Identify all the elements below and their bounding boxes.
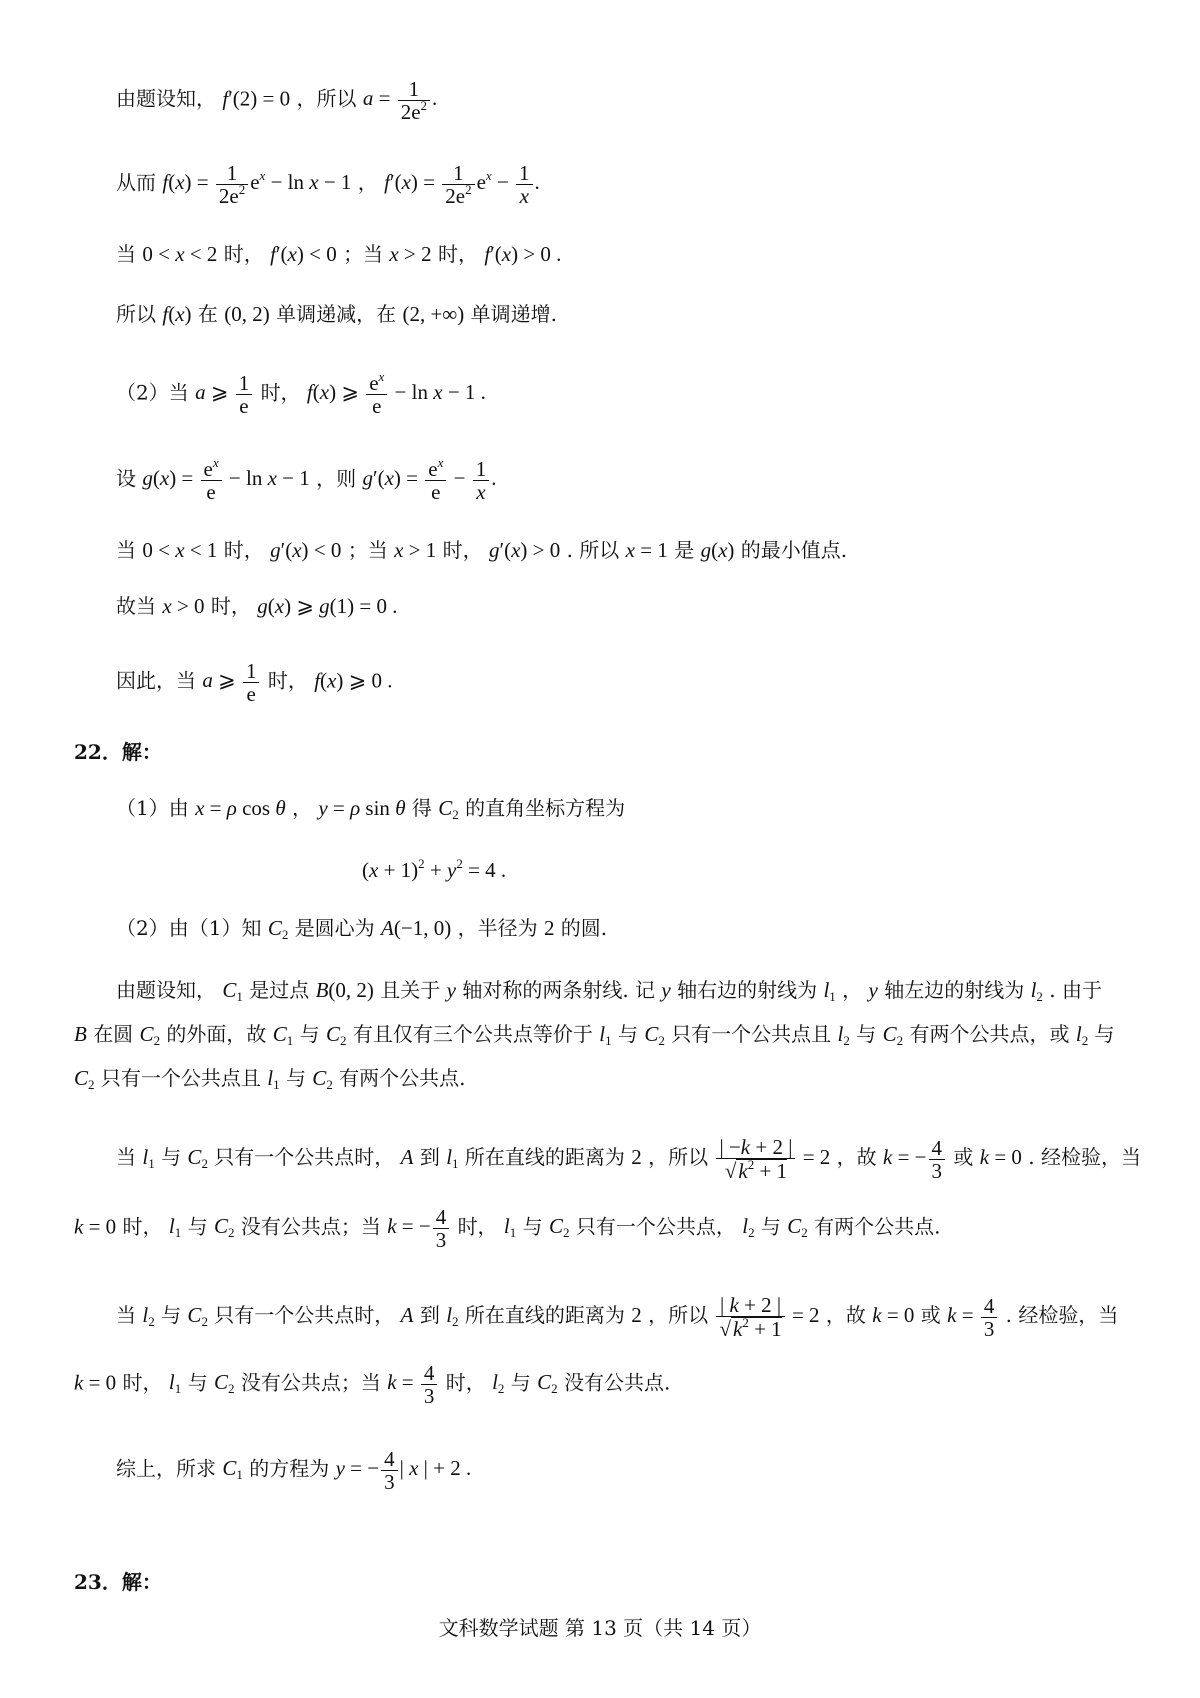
- line-p5: k = 0 时， $l_1$ 与 $C_2$ 没有公共点；当 k = − $\frac{4}{3}$ 时， $l_1$ 与 $C_2$ 只有一个公共点， $l_2$ 与 $C_2$ 有两个公共点.: [74, 1205, 941, 1252]
- line-1: 由题设知， f′(2) = 0 ，所以 a = $\frac{1}{2e^2}$ .: [116, 77, 438, 124]
- equation-circle: $(x + 1)^2 + y^2 = 4$ .: [362, 856, 507, 882]
- line-4: 所以 f(x) 在 (0, 2) 单调递减，在 (2, +∞) 单调递增.: [116, 302, 557, 326]
- line-9: 因此，当 a ⩾ $\frac{1}{e}$ 时， f(x) ⩾ 0 .: [116, 659, 393, 706]
- math: f(x) = $\frac{1}{2e^2}$ $e^x - \ln x - 1$: [162, 161, 352, 208]
- line-6: 设 g(x) = $\frac{e^x}{e}$ − ln x − 1 ，则 g′(x) = $\frac{e^x}{e}$ − $\frac{1}{x}$ .: [116, 455, 497, 504]
- math: f′(x) = $\frac{1}{2e^2}$ $e^x$ − $\frac{1}{x}$ .: [384, 161, 540, 208]
- line-p4: 当 $l_1$ 与 $C_2$ 只有一个公共点时， A 到 $l_1$ 所在直线的距离为 2 ，所以 $\frac{| -k + 2 |}{√k^2 + 1}$ = 2 ，故 k = − $\frac{4}{3}$ 或 k = 0 . 经检验，当: [116, 1135, 1141, 1183]
- question-23-heading: 23．解：: [74, 1570, 162, 1594]
- line-p3: $C_2$ 只有一个公共点且 $l_1$ 与 $C_2$ 有两个公共点.: [74, 1066, 466, 1092]
- line-7: 当 0 < x < 1 时， g′(x) < 0 ；当 x > 1 时， g′(x) > 0 . 所以 x = 1 是 g(x) 的最小值点.: [116, 538, 848, 562]
- line-10: （1）由 x = ρ cos θ ， y = ρ sin θ 得 $C_2$ 的直角坐标方程为: [116, 796, 626, 822]
- line-p2: B 在圆 $C_2$ 的外面，故 $C_1$ 与 $C_2$ 有且仅有三个公共点等价于 $l_1$ 与 $C_2$ 只有一个公共点且 $l_2$ 与 $C_2$ 有两个公共点，或 $l_2$ 与: [74, 1022, 1115, 1048]
- line-8: 故当 x > 0 时， g(x) ⩾ g(1) = 0 .: [116, 594, 398, 618]
- math: a = $\frac{1}{2e^2}$ .: [362, 77, 438, 124]
- line-p8: 综上，所求 $C_1$ 的方程为 y = − $\frac{4}{3}$ | x | + 2 .: [116, 1447, 472, 1494]
- line-p1: 由题设知， $C_1$ 是过点 B(0, 2) 且关于 y 轴对称的两条射线. 记 y 轴右边的射线为 $l_1$ ， y 轴左边的射线为 $l_2$ . 由于: [116, 978, 1102, 1004]
- line-2: 从而 f(x) = $\frac{1}{2e^2}$ $e^x - \ln x - 1$ ， f′(x) = $\frac{1}{2e^2}$ $e^x$ − $\frac{1}{x}$ .: [116, 161, 540, 208]
- math: f′(2) = 0: [222, 86, 291, 111]
- line-p6: 当 $l_2$ 与 $C_2$ 只有一个公共点时， A 到 $l_2$ 所在直线的距离为 2 ，所以 $\frac{| k + 2 |}{√k^2 + 1}$ = 2 ，故 k = 0 或 k = $\frac{4}{3}$ . 经检验，当: [116, 1293, 1119, 1341]
- line-5: （2）当 a ⩾ $\frac{1}{e}$ 时， f(x) ⩾ $\frac{e^x}{e}$ − ln x − 1 .: [116, 369, 486, 418]
- line-3: 当 0 < x < 2 时， f′(x) < 0 ；当 x > 2 时， f′(x) > 0 .: [116, 242, 562, 266]
- question-22-heading: 22．解：: [74, 740, 162, 764]
- line-p7: k = 0 时， $l_1$ 与 $C_2$ 没有公共点；当 k = $\frac{4}{3}$ 时， $l_2$ 与 $C_2$ 没有公共点.: [74, 1361, 671, 1408]
- line-12: （2）由（1）知 $C_2$ 是圆心为 A(−1, 0) ，半径为 2 的圆.: [116, 916, 608, 942]
- page-footer: 文科数学试题 第 13 页（共 14 页）: [438, 1616, 762, 1640]
